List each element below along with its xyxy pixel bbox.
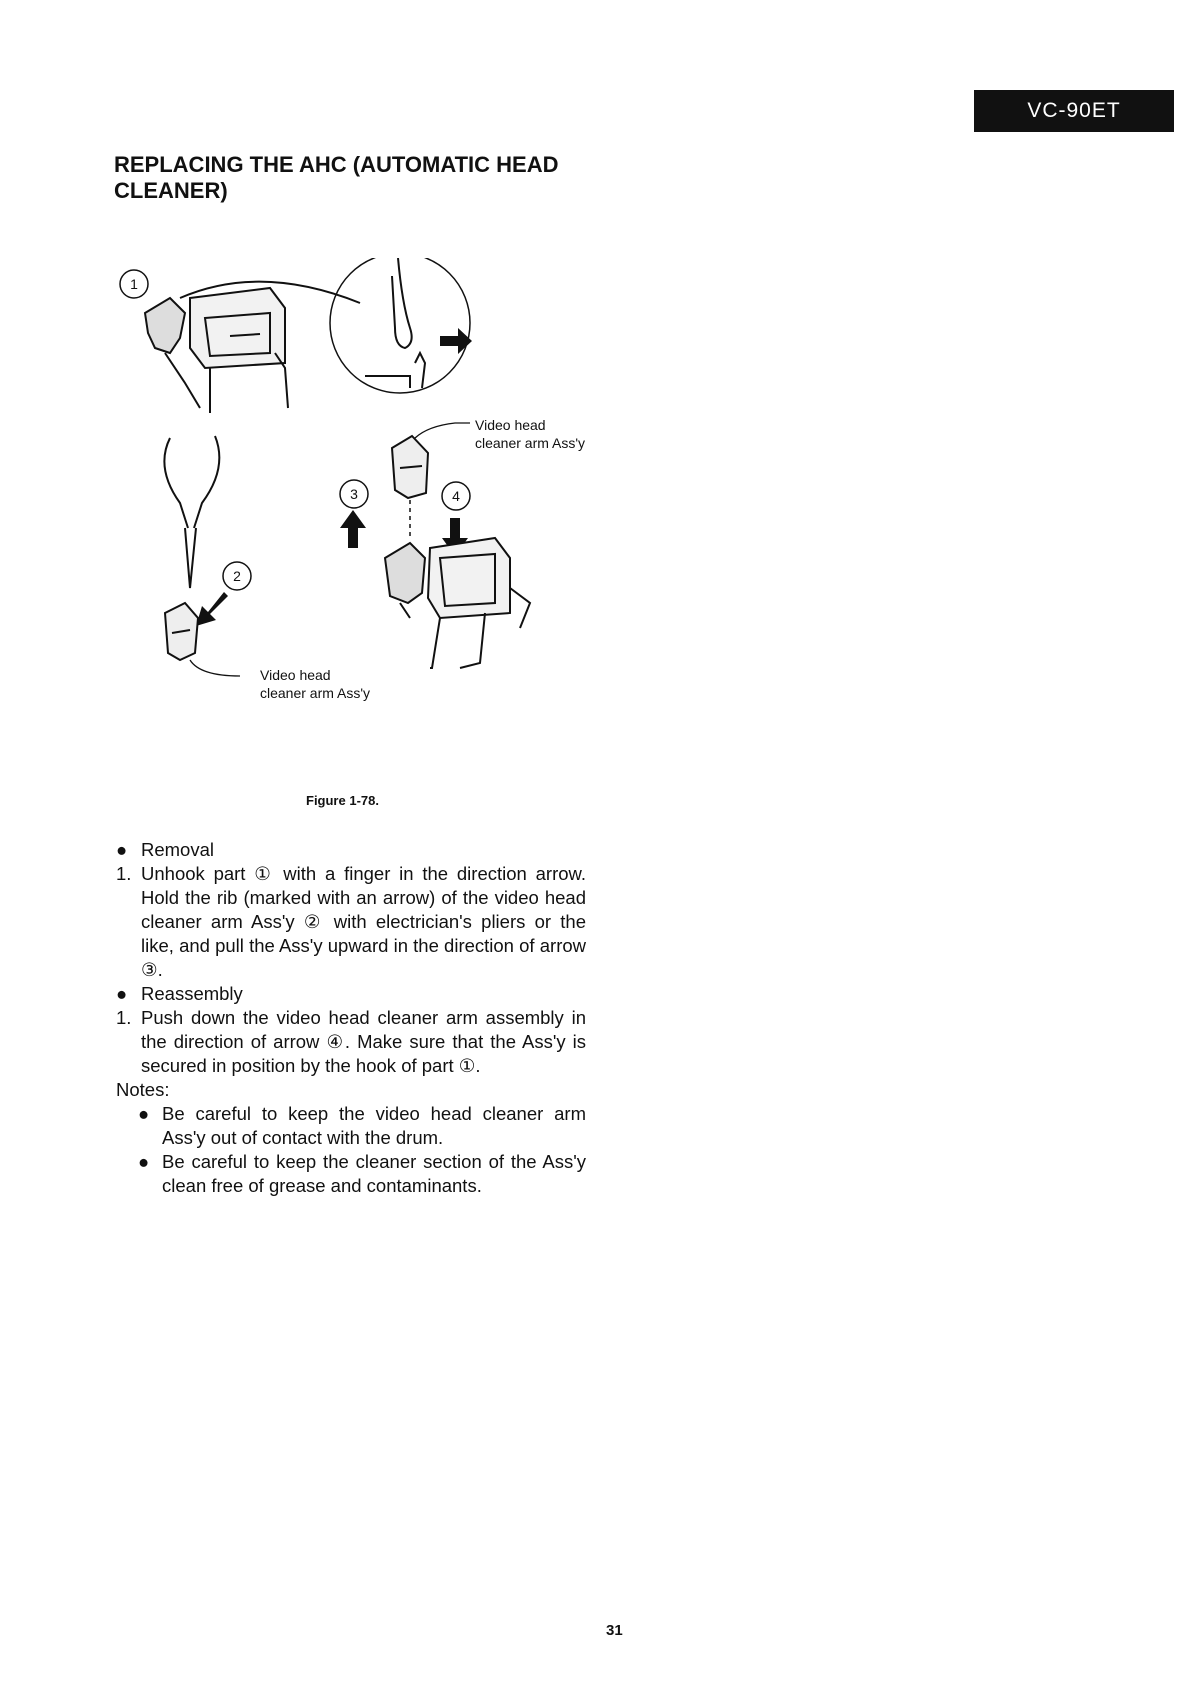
- label-upper-line1: Video head: [475, 417, 546, 433]
- cleaner-arm-lower-icon: [165, 603, 198, 660]
- step-number: 1.: [116, 1007, 132, 1028]
- cleaner-arm-upper-icon: [392, 436, 428, 498]
- pliers-icon: [164, 436, 219, 588]
- callout-1-text: 1: [130, 276, 138, 292]
- mechanism-top-icon: [145, 288, 288, 413]
- model-badge: VC-90ET: [974, 90, 1174, 132]
- step-text: Unhook part ① with a finger in the direction arrow. Hold the rib (marked with an arrow) of the video head cleaner arm Ass'y ② with electrician's pliers or the like, and pull the Ass'y upward in the direction of arrow ③.: [141, 863, 586, 980]
- reassembly-heading-row: [116, 982, 586, 1006]
- removal-heading-row: [116, 838, 586, 862]
- callout-2: [223, 562, 251, 590]
- notes-heading: Notes:: [116, 1079, 170, 1100]
- callout-3-text: 3: [350, 486, 358, 502]
- callout-4-text: 4: [452, 488, 460, 504]
- note-item: [116, 1102, 586, 1150]
- removal-step-1: [116, 862, 586, 982]
- zoom-detail: [330, 258, 472, 393]
- figure-caption: Figure 1-78.: [306, 793, 379, 808]
- note-text: Be careful to keep the video head cleaner arm Ass'y out of contact with the drum.: [162, 1103, 586, 1148]
- arrow-up-icon: [340, 510, 366, 548]
- note-text: Be careful to keep the cleaner section of the Ass'y clean free of grease and contaminants.: [162, 1151, 586, 1196]
- bullet-icon: ●: [138, 1151, 150, 1172]
- reassembly-step-1: [116, 1006, 586, 1078]
- callout-3: [340, 480, 368, 508]
- reassembly-heading: Reassembly: [141, 983, 243, 1004]
- bullet-icon: ●: [116, 839, 128, 860]
- note-item: [116, 1150, 586, 1198]
- label-lower-line2: cleaner arm Ass'y: [260, 685, 371, 701]
- label-lower-line1: Video head: [260, 667, 331, 683]
- bullet-icon: ●: [138, 1103, 150, 1124]
- callout-1: [120, 270, 148, 298]
- label-upper-line2: cleaner arm Ass'y: [475, 435, 586, 451]
- arrow-down-left-icon: [196, 592, 228, 626]
- bullet-icon: ●: [116, 983, 128, 1004]
- callout-4: [442, 482, 470, 510]
- callout-2-text: 2: [233, 568, 241, 584]
- step-text: Push down the video head cleaner arm assembly in the direction of arrow ④. Make sure that the Ass'y is secured in position by the hook of part ①.: [141, 1007, 586, 1076]
- removal-heading: Removal: [141, 839, 214, 860]
- page-number: 31: [606, 1622, 623, 1639]
- arrow-right-icon: [440, 328, 472, 354]
- ahc-replacement-figure: [110, 258, 630, 723]
- step-number: 1.: [116, 863, 132, 884]
- section-title: REPLACING THE AHC (AUTOMATIC HEAD CLEANER): [114, 152, 559, 203]
- mechanism-bottom-icon: [385, 538, 530, 668]
- procedure-text: [116, 838, 586, 1198]
